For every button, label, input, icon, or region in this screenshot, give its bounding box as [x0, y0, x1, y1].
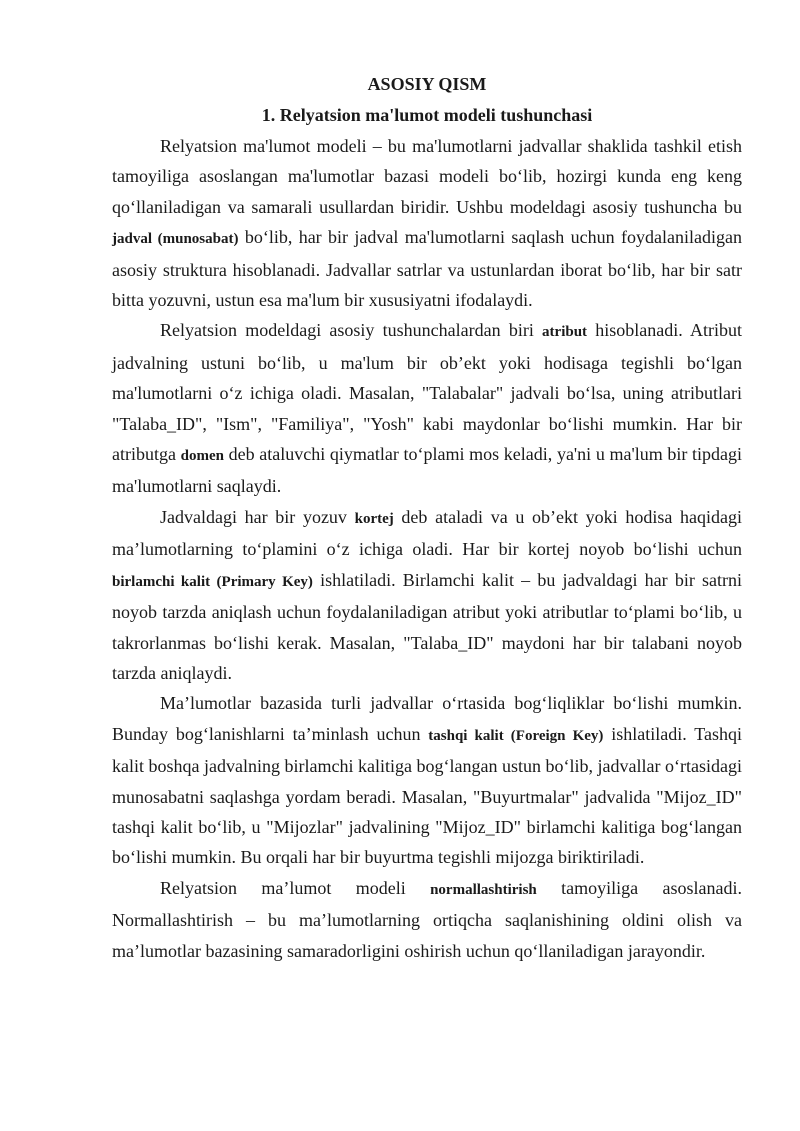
paragraph-attribute — [112, 315, 742, 501]
paragraph-text: ishlatiladi. Tashqi kalit boshqa jadvalning birlamchi kalitiga bog‘langan ustun bo‘lib, jadvallar o‘rtasidagi munosabatni saqlashga yordam beradi. Masalan, "Buyurtmalar" jadvalida "Mijoz_ID" tashqi kalit bo‘lib, u "Mijozlar" jadvalining "Mijoz_ID" birlamchi kalitiga bog‘langan bo‘lishi mumkin. Bu orqali har bir buyurtma tegishli mijozga biriktiriladi. — [112, 723, 742, 868]
paragraph-text: deb ataladi va u ob’ekt yoki hodisa haqidagi ma’lumotlarning to‘plamini o‘z ichiga oladi. Har bir kortej noyob bo‘lishi uchun — [112, 506, 742, 560]
paragraph-text: deb ataluvchi qiymatlar to‘plami mos keladi, ya'ni u ma'lum bir tipdagi ma'lumotlarni saqlaydi. — [112, 444, 742, 497]
term-normallashtirish: normallashtirish — [430, 881, 537, 898]
paragraph-tuple — [112, 502, 742, 688]
paragraph-text: Relyatsion modeldagi asosiy tushunchalardan biri — [160, 320, 543, 341]
paragraph-text: Relyatsion ma'lumot modeli – bu ma'lumotlarni jadvallar shaklida tashkil etish tamoyiliga asoslangan ma'lumotlar bazasi modeli bo‘lib, hozirgi kunda eng keng qo‘llaniladigan va samarali usullardan biridir. Ushbu modeldagi asosiy tushuncha bu — [112, 136, 742, 217]
term-kortej: kortej — [354, 510, 394, 527]
paragraph-text: ishlatiladi. Birlamchi kalit – bu jadvaldagi har bir satrni noyob tarzda aniqlash uchun foydalaniladigan atribut yoki atributlar to‘plami bo‘lib, u takrorlanmas bo‘lishi kerak. Masalan, "Talaba_ID" maydoni har bir talabani noyob tarzda aniqlaydi. — [112, 569, 742, 683]
document-page — [112, 72, 742, 966]
paragraph-normalization — [112, 873, 742, 966]
term-domen: domen — [180, 448, 224, 465]
paragraph-text: Ma’lumotlar bazasida turli jadvallar o‘rtasida bog‘liqliklar bo‘lishi mumkin. Bunday bog‘lanishlarni ta’minlash uchun — [112, 693, 742, 744]
paragraph-text: tamoyiliga asoslanadi. Normallashtirish – bu ma’lumotlarning ortiqcha saqlanishining oldini olish va ma’lumotlar bazasining samaradorligini oshirish uchun qo‘llaniladigan jarayondir. — [112, 877, 742, 961]
term-jadval: jadval (munosabat) — [112, 231, 239, 248]
paragraph-text: hisoblanadi. Atribut jadvalning ustuni bo‘lib, u ma'lum bir ob’ekt yoki hodisaga tegishli bo‘lgan ma'lumotlarni o‘z ichiga oladi. Masalan, "Talabalar" jadvali bo‘lsa, uning atributlari "Talaba_ID", "Ism", "Familiya", "Yosh" kabi maydonlar bo‘lishi mumkin. Har bir atributga — [112, 320, 742, 465]
document-heading: ASOSIY QISM — [367, 74, 487, 94]
term-primary-key: birlamchi kalit (Primary Key) — [112, 573, 313, 590]
section-title: 1. Relyatsion ma'lumot modeli tushunchasi — [261, 105, 593, 125]
paragraph-text: Relyatsion ma’lumot modeli — [160, 877, 431, 898]
term-foreign-key: tashqi kalit (Foreign Key) — [428, 727, 604, 744]
term-atribut: atribut — [542, 324, 588, 341]
paragraph-text: bo‘lib, har bir jadval ma'lumotlarni saqlash uchun foydalaniladigan asosiy struktura hisoblanadi. Jadvallar satrlar va ustunlardan iborat bo‘lib, har bir satr bitta yozuvni, ustun esa ma'lum bir xususiyatni ifodalaydi. — [112, 227, 742, 311]
paragraph-text: Jadvaldagi har bir yozuv — [160, 506, 355, 527]
paragraph-relational-model — [112, 131, 742, 315]
paragraph-foreign-key — [112, 688, 742, 872]
